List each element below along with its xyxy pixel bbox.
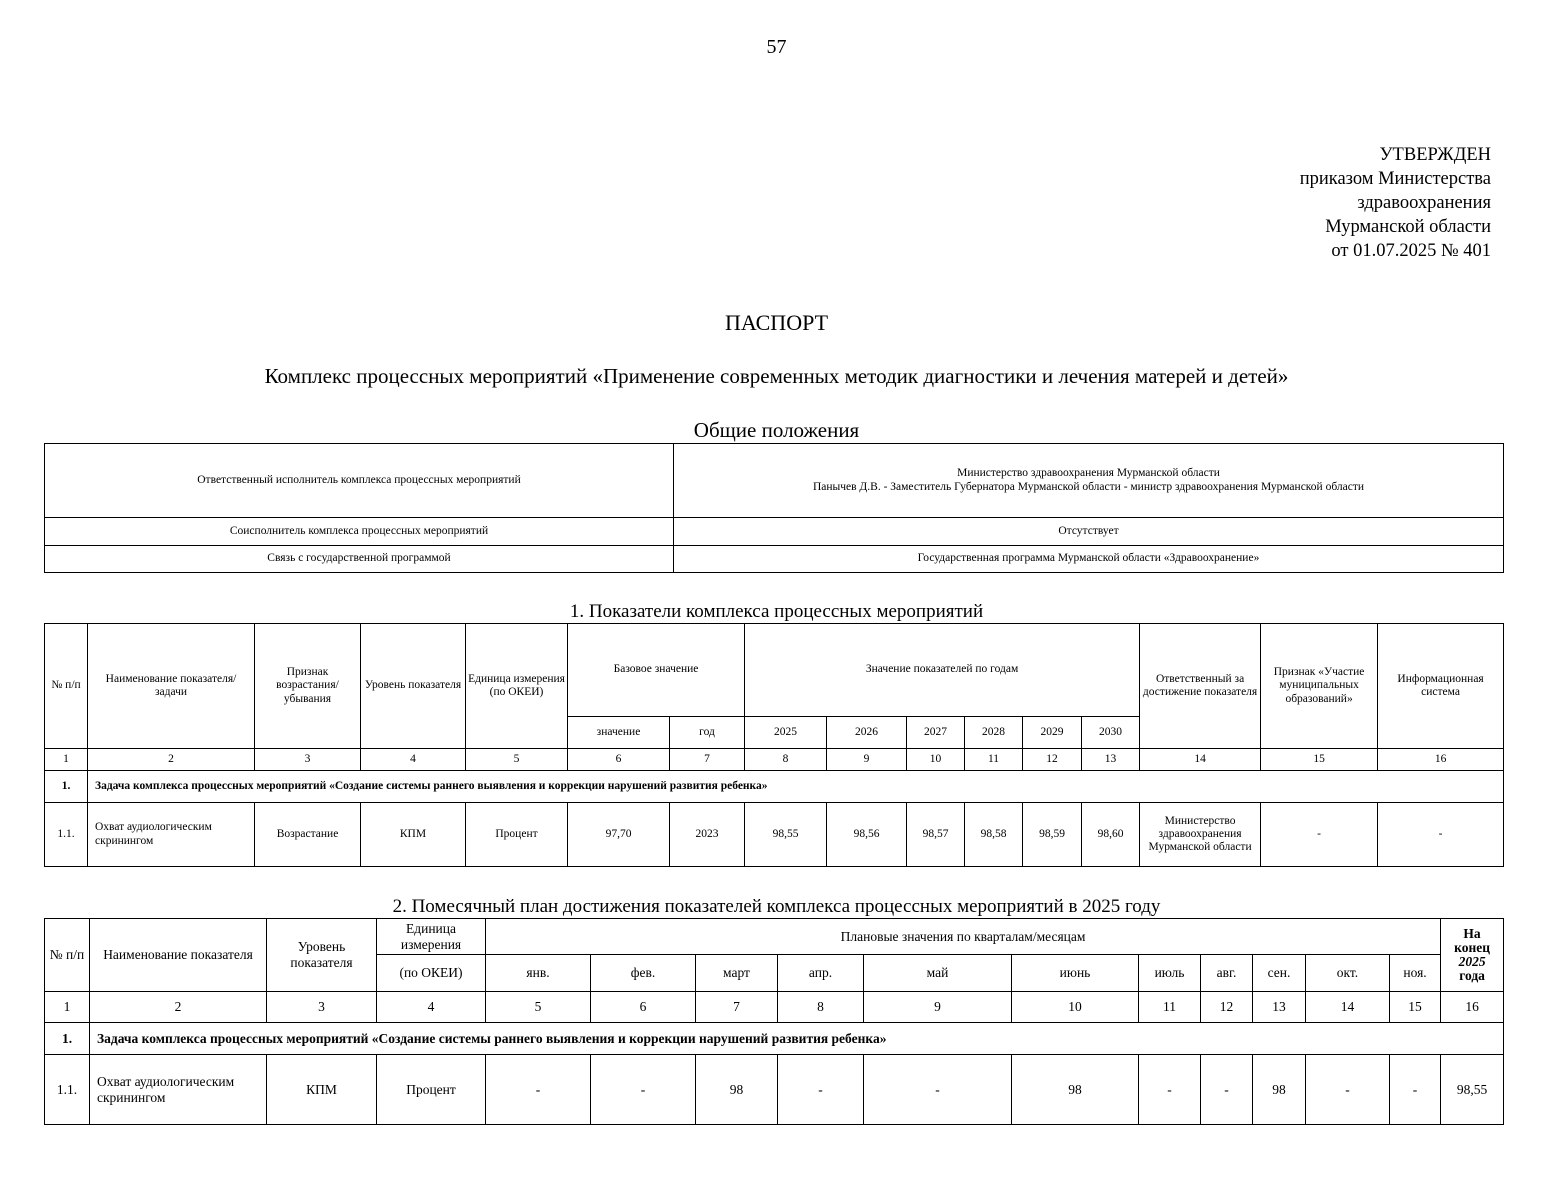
- m-col-number: 1: [45, 992, 90, 1023]
- col-number: 3: [255, 749, 361, 771]
- col-number: 1: [45, 749, 88, 771]
- row-year-value: 98,60: [1082, 803, 1140, 867]
- m-col-number: 3: [267, 992, 377, 1023]
- m-row-month-value: -: [778, 1055, 864, 1125]
- m-header-month: июнь: [1012, 955, 1139, 992]
- m-task-text: Задача комплекса процессных мероприятий «Создание системы раннего выявления и коррекции нарушений развития ребенка»: [90, 1023, 1504, 1055]
- col-number: 11: [965, 749, 1023, 771]
- m-header-month: фев.: [591, 955, 696, 992]
- m-header-end-1: На: [1463, 925, 1481, 941]
- m-header-name: Наименование показателя: [90, 919, 267, 992]
- m-row-month-value: -: [1390, 1055, 1441, 1125]
- row-year-value: 98,56: [827, 803, 907, 867]
- general-value-program: Государственная программа Мурманской области «Здравоохранение»: [674, 546, 1504, 573]
- col-number: 12: [1023, 749, 1082, 771]
- row-base-year: 2023: [670, 803, 745, 867]
- col-number: 10: [907, 749, 965, 771]
- m-col-number: 16: [1441, 992, 1504, 1023]
- approval-line-3: здравоохранения: [1357, 193, 1491, 213]
- header-base: Базовое значение: [568, 624, 745, 717]
- header-level: Уровень показателя: [361, 624, 466, 749]
- header-system: Информационная система: [1378, 624, 1504, 749]
- monthly-heading: 2. Помесячный план достижения показателей комплекса процессных мероприятий в 2025 году: [392, 896, 1161, 917]
- header-by-years: Значение показателей по годам: [745, 624, 1140, 717]
- m-col-number: 7: [696, 992, 778, 1023]
- approval-line-1: УТВЕРЖДЕН: [1379, 145, 1491, 165]
- m-col-number: 11: [1139, 992, 1201, 1023]
- general-label-coexecutor: Соисполнитель комплекса процессных мероприятий: [45, 518, 674, 546]
- m-col-number: 12: [1201, 992, 1253, 1023]
- m-header-month: ноя.: [1390, 955, 1441, 992]
- header-year: 2026: [827, 717, 907, 749]
- row-system: -: [1378, 803, 1504, 867]
- approval-stamp: [1300, 143, 1491, 263]
- document-title: ПАСПОРТ: [724, 310, 829, 335]
- row-responsible: Министерство здравоохранения Мурманской области: [1140, 803, 1261, 867]
- m-col-number: 2: [90, 992, 267, 1023]
- col-number: 6: [568, 749, 670, 771]
- row-year-value: 98,58: [965, 803, 1023, 867]
- row-base-value: 97,70: [568, 803, 670, 867]
- m-row-num: 1.1.: [45, 1055, 90, 1125]
- monthly-task-row: [45, 1023, 1504, 1055]
- monthly-table: [44, 918, 1504, 1125]
- m-row-month-value: -: [591, 1055, 696, 1125]
- m-header-unit-bottom: (по ОКЕИ): [377, 955, 486, 992]
- row-num: 1.1.: [45, 803, 88, 867]
- m-col-number: 5: [486, 992, 591, 1023]
- indicators-heading: 1. Показатели комплекса процессных мероприятий: [569, 601, 984, 622]
- m-row-month-value: 98: [1253, 1055, 1306, 1125]
- row-unit: Процент: [466, 803, 568, 867]
- m-header-month: окт.: [1306, 955, 1390, 992]
- row-name: Охват аудиологическим скринингом: [88, 803, 255, 867]
- m-header-end-4: года: [1459, 968, 1485, 984]
- m-row-name: Охват аудиологическим скринингом: [90, 1055, 267, 1125]
- monthly-colnum-row: [45, 992, 1504, 1023]
- col-number: 8: [745, 749, 827, 771]
- col-number: 15: [1261, 749, 1378, 771]
- m-col-number: 10: [1012, 992, 1139, 1023]
- header-base-year: год: [670, 717, 745, 749]
- indicators-header-row: [45, 624, 1504, 717]
- executor-ministry: Министерство здравоохранения Мурманской области: [957, 467, 1220, 480]
- general-heading: Общие положения: [693, 418, 860, 442]
- header-year: 2027: [907, 717, 965, 749]
- task-num: 1.: [45, 771, 88, 803]
- m-header-month: сен.: [1253, 955, 1306, 992]
- row-trend: Возрастание: [255, 803, 361, 867]
- m-row-month-value: -: [1306, 1055, 1390, 1125]
- m-task-num: 1.: [45, 1023, 90, 1055]
- m-row-month-value: -: [486, 1055, 591, 1125]
- m-row-month-value: -: [1201, 1055, 1253, 1125]
- approval-line-4: Мурманской области: [1325, 217, 1491, 237]
- m-row-month-value: 98: [696, 1055, 778, 1125]
- col-number: 7: [670, 749, 745, 771]
- m-header-end-2: конец: [1454, 939, 1491, 955]
- col-number: 5: [466, 749, 568, 771]
- m-header-month: июль: [1139, 955, 1201, 992]
- general-row-coexecutor: [45, 518, 1504, 546]
- m-header-end: [1441, 919, 1504, 992]
- col-number: 2: [88, 749, 255, 771]
- general-value-coexecutor: Отсутствует: [674, 518, 1504, 546]
- row-year-value: 98,59: [1023, 803, 1082, 867]
- monthly-header-row: [45, 919, 1504, 955]
- m-row-month-value: -: [864, 1055, 1012, 1125]
- header-year: 2028: [965, 717, 1023, 749]
- col-number: 13: [1082, 749, 1140, 771]
- m-header-month: авг.: [1201, 955, 1253, 992]
- row-municipal: -: [1261, 803, 1378, 867]
- header-unit: Единица измерения (по ОКЕИ): [466, 624, 568, 749]
- m-header-plan: Плановые значения по кварталам/месяцам: [486, 919, 1441, 955]
- executor-person: Панычев Д.В. - Заместитель Губернатора Мурманской области - министр здравоохранения Мурманской области: [812, 480, 1365, 493]
- header-year: 2029: [1023, 717, 1082, 749]
- task-text: Задача комплекса процессных мероприятий «Создание системы раннего выявления и коррекции нарушений развития ребенка»: [88, 771, 1504, 803]
- indicators-table: [44, 623, 1504, 867]
- general-value-executor: [674, 444, 1504, 518]
- m-header-level: Уровень показателя: [267, 919, 377, 992]
- indicators-colnum-row: [45, 749, 1504, 771]
- row-level: КПМ: [361, 803, 466, 867]
- m-col-number: 8: [778, 992, 864, 1023]
- m-header-month: май: [864, 955, 1012, 992]
- col-number: 16: [1378, 749, 1504, 771]
- row-year-value: 98,55: [745, 803, 827, 867]
- m-col-number: 6: [591, 992, 696, 1023]
- m-col-number: 4: [377, 992, 486, 1023]
- approval-line-2: приказом Министерства: [1299, 169, 1491, 189]
- m-header-month: март: [696, 955, 778, 992]
- m-col-number: 13: [1253, 992, 1306, 1023]
- m-row-end-value: 98,55: [1441, 1055, 1504, 1125]
- approval-line-5: от 01.07.2025 № 401: [1331, 241, 1491, 261]
- col-number: 9: [827, 749, 907, 771]
- m-header-num: № п/п: [45, 919, 90, 992]
- indicators-data-row: [45, 803, 1504, 867]
- indicators-task-row: [45, 771, 1504, 803]
- monthly-data-row: [45, 1055, 1504, 1125]
- general-label-program: Связь с государственной программой: [45, 546, 674, 573]
- header-trend: Признак возрастания/ убывания: [255, 624, 361, 749]
- page-number: 57: [766, 36, 787, 58]
- m-row-month-value: -: [1139, 1055, 1201, 1125]
- m-header-end-3: 2025: [1458, 954, 1486, 969]
- col-number: 14: [1140, 749, 1261, 771]
- header-num: № п/п: [45, 624, 88, 749]
- general-row-program: [45, 546, 1504, 573]
- m-col-number: 15: [1390, 992, 1441, 1023]
- header-name: Наименование показателя/задачи: [88, 624, 255, 749]
- m-row-month-value: 98: [1012, 1055, 1139, 1125]
- header-year: 2030: [1082, 717, 1140, 749]
- m-row-unit: Процент: [377, 1055, 486, 1125]
- general-table: [44, 443, 1504, 573]
- m-header-month: янв.: [486, 955, 591, 992]
- m-col-number: 9: [864, 992, 1012, 1023]
- general-row-executor: [45, 444, 1504, 518]
- header-municipal: Признак «Участие муниципальных образований»: [1261, 624, 1378, 749]
- m-header-month: апр.: [778, 955, 864, 992]
- general-label-executor: Ответственный исполнитель комплекса процессных мероприятий: [45, 444, 674, 518]
- header-year: 2025: [745, 717, 827, 749]
- m-header-unit-top: Единица измерения: [377, 919, 486, 955]
- header-responsible: Ответственный за достижение показателя: [1140, 624, 1261, 749]
- row-year-value: 98,57: [907, 803, 965, 867]
- m-row-level: КПМ: [267, 1055, 377, 1125]
- document-subtitle: Комплекс процессных мероприятий «Применение современных методик диагностики и лечения матерей и детей»: [264, 364, 1289, 388]
- col-number: 4: [361, 749, 466, 771]
- header-base-value: значение: [568, 717, 670, 749]
- m-col-number: 14: [1306, 992, 1390, 1023]
